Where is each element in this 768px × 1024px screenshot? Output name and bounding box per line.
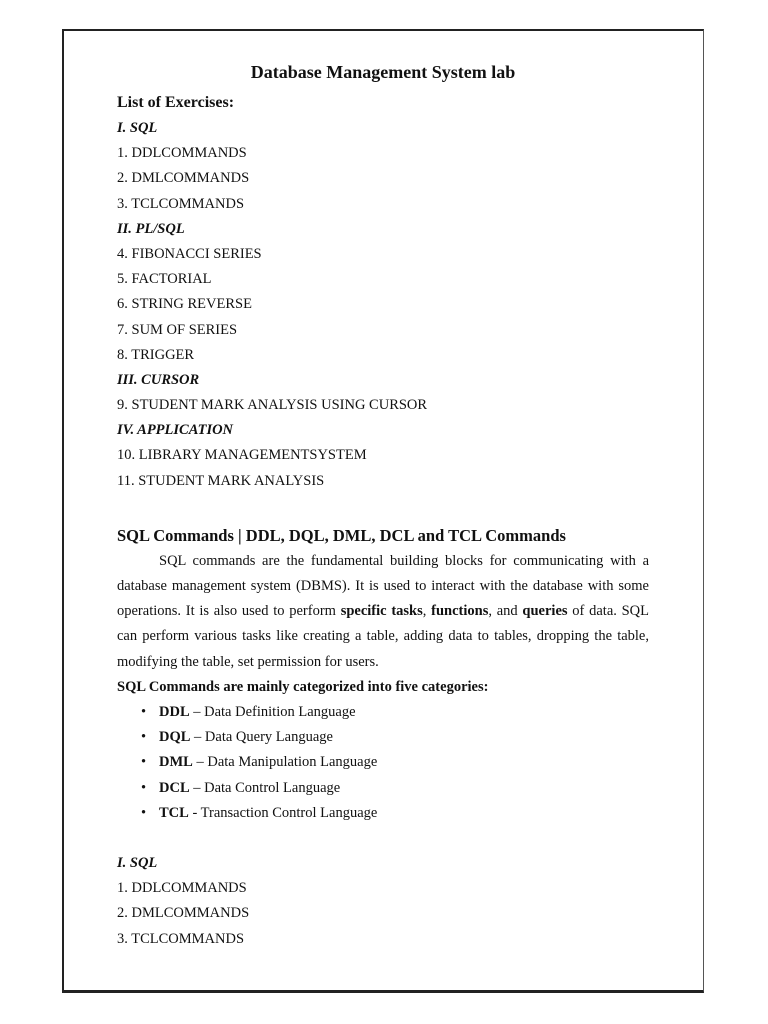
bold-phrase: specific tasks [340, 603, 423, 620]
exercise-item: 3. TCLCOMMANDS [117, 930, 245, 947]
section-heading-application: IV. APPLICATION [117, 422, 234, 439]
category-abbr: DCL [159, 779, 190, 796]
exercise-item: 8. TRIGGER [117, 346, 195, 363]
section-heading-cursor: III. CURSOR [117, 371, 200, 388]
category-abbr: DDL [159, 704, 190, 721]
bullet-icon: • [141, 754, 147, 771]
bullet-icon: • [141, 779, 147, 796]
list-item: • DCL – Data Control Language [117, 776, 649, 801]
exercise-item: 5. FACTORIAL [117, 271, 212, 288]
section-heading-plsql: II. PL/SQL [117, 220, 185, 237]
category-desc: Data Definition Language [204, 704, 356, 721]
exercise-item: 2. DMLCOMMANDS [117, 905, 250, 922]
exercise-item: 7. SUM OF SERIES [117, 321, 238, 338]
bold-phrase: queries [522, 603, 568, 620]
exercise-item: 2. DMLCOMMANDS [117, 170, 250, 187]
intro-paragraph: SQL commands are the fundamental building blocks for communicating with a database management system (DBMS). It is used to interact with the database with some operations. It is also used to perform specific tasks, functions, and queries of data. SQL can perform various tasks like creating a table, adding data to tables, dropping the table, modifying the table, set permission for users. [117, 552, 650, 670]
category-abbr: DML [159, 754, 193, 771]
exercise-item: 6. STRING REVERSE [117, 296, 252, 313]
list-item: • DQL – Data Query Language [117, 725, 649, 750]
categories-heading: SQL Commands are mainly categorized into five categories: [117, 678, 489, 695]
exercise-item: 1. DDLCOMMANDS [117, 880, 247, 897]
list-item: • DML – Data Manipulation Language [117, 750, 649, 775]
exercise-item: 3. TCLCOMMANDS [117, 195, 245, 212]
bullet-icon: • [141, 704, 147, 721]
exercise-item: 9. STUDENT MARK ANALYSIS USING CURSOR [117, 397, 428, 414]
section-heading-sql-repeat: I. SQL [117, 854, 158, 871]
exercises-heading: List of Exercises: [117, 94, 235, 111]
exercise-item: 4. FIBONACCI SERIES [117, 245, 262, 262]
bullet-icon: • [141, 729, 147, 746]
list-item: • DDL – Data Definition Language [117, 700, 649, 725]
section-heading-sql: I. SQL [117, 120, 158, 136]
sql-commands-heading: SQL Commands | DDL, DQL, DML, DCL and TCL Commands [117, 525, 566, 545]
bold-phrase: functions [431, 603, 489, 620]
document-body [117, 58, 649, 952]
category-desc: Data Query Language [204, 729, 333, 746]
exercise-item: 1. DDLCOMMANDS [117, 145, 247, 162]
exercise-list [117, 116, 649, 494]
category-abbr: DQL [159, 729, 191, 746]
category-desc: Data Control Language [204, 779, 341, 796]
bullet-icon: • [141, 804, 147, 821]
exercise-item: 10. LIBRARY MANAGEMENTSYSTEM [117, 447, 367, 464]
categories-list [117, 700, 649, 826]
exercise-item: 11. STUDENT MARK ANALYSIS [117, 472, 325, 489]
category-abbr: TCL [159, 804, 189, 821]
list-item: • TCL - Transaction Control Language [117, 801, 649, 826]
document-title: Database Management System lab [250, 62, 516, 82]
category-desc: Transaction Control Language [200, 804, 378, 821]
second-section [117, 851, 649, 952]
category-desc: Data Manipulation Language [207, 754, 378, 771]
